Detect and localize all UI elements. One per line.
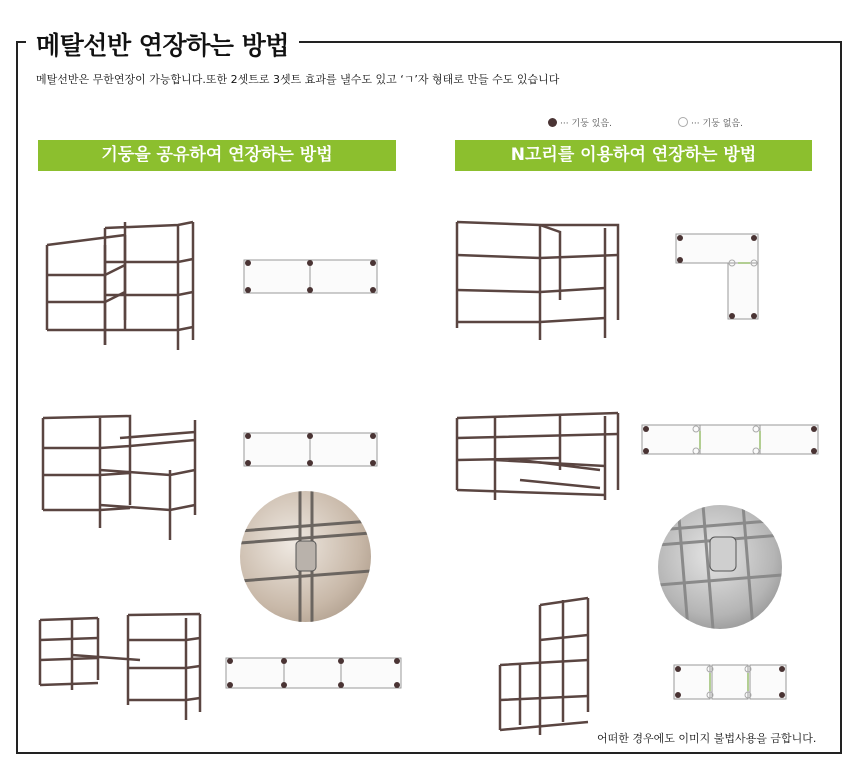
shelf-unit-corner	[457, 222, 618, 340]
shelf-unit-stepped	[500, 598, 588, 735]
post-dots-left	[227, 260, 400, 688]
closeup-photo-n-hook	[658, 505, 782, 629]
legend-without-post-label: ··· 기둥 없음.	[691, 119, 743, 129]
page-title: 메탈선반 연장하는 방법	[36, 31, 289, 60]
legend-with-post-label: ··· 기둥 있음.	[560, 119, 612, 129]
shelf-unit-shared-3	[40, 614, 200, 720]
shelf-unit-shared-1	[47, 222, 193, 350]
topview-right	[642, 234, 818, 699]
copyright-notice: 어떠한 경우에도 이미지 불법사용을 금합니다.	[597, 732, 817, 745]
page-subtitle: 메탈선반은 무한연장이 가능합니다.또한 2셋트로 3셋트 효과를 낼수도 있고 ‘ㄱ’자 형태로 만들 수도 있습니다	[36, 73, 560, 86]
shelf-unit-n-hook	[457, 413, 618, 500]
right-section-header: N고리를 이용하여 연장하는 방법	[455, 140, 812, 171]
closeup-photo-shared-post	[240, 491, 371, 622]
hook-circles-right	[693, 260, 759, 698]
left-section-header: 기둥을 공유하여 연장하는 방법	[38, 140, 396, 171]
topview-left	[226, 260, 401, 688]
shelf-unit-shared-2	[43, 416, 195, 540]
